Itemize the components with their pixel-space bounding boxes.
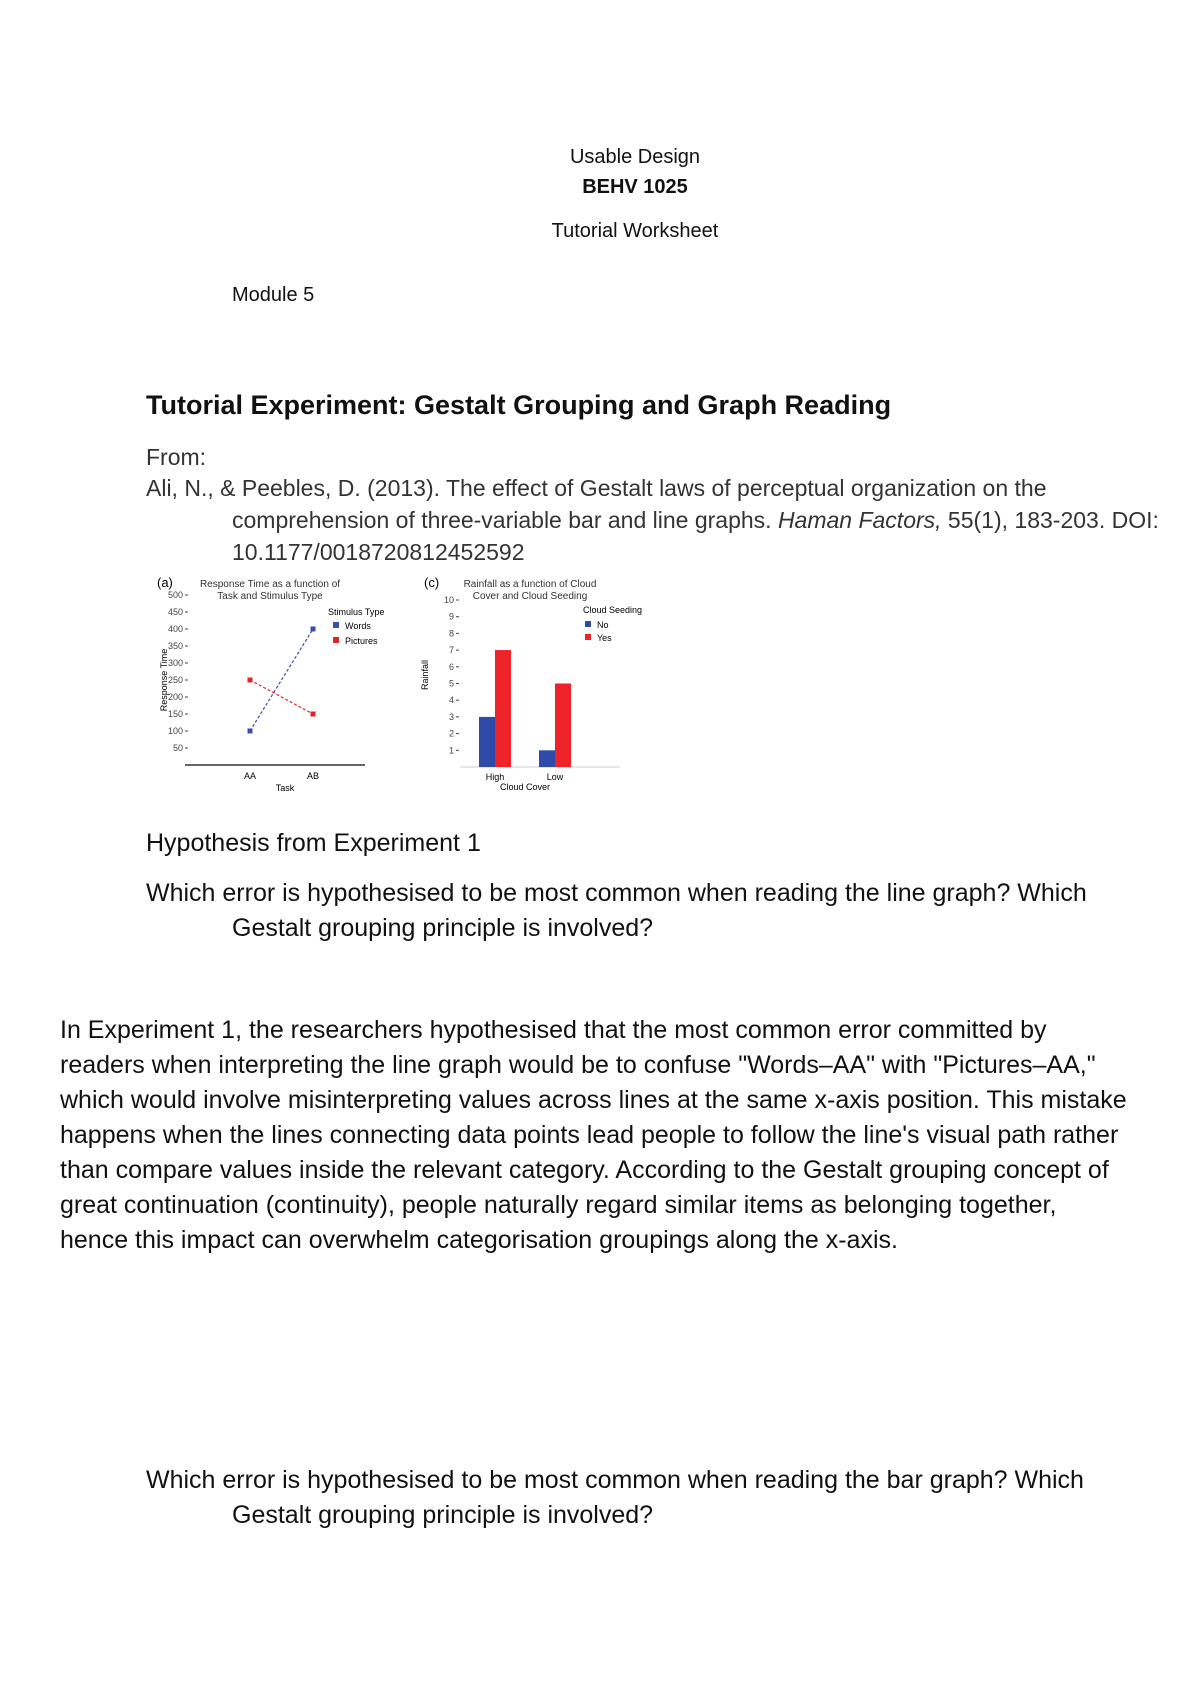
y-tick-label: 9: [448, 611, 454, 622]
panel-label: (a): [157, 575, 173, 590]
legend-label: Words: [345, 621, 371, 631]
data-point: [311, 712, 316, 717]
x-tick-label: AB: [306, 771, 320, 781]
bar-low-no: [539, 750, 555, 767]
bar-high-yes: [495, 650, 511, 767]
course-name: Usable Design: [569, 146, 701, 168]
x-axis-label: Cloud Cover: [499, 782, 551, 792]
course-code: BEHV 1025: [582, 176, 688, 198]
y-tick-label: 200: [167, 692, 183, 702]
doc-type: Tutorial Worksheet: [551, 220, 719, 242]
y-tick-label: 3: [448, 711, 454, 722]
y-tick-label: 350: [167, 641, 183, 651]
y-tick-label: 250: [167, 675, 183, 685]
series-line-pictures: [250, 680, 313, 714]
bar-chart-rainfall: [420, 575, 670, 805]
legend-label: Yes: [597, 633, 612, 643]
x-tick-label: AA: [243, 771, 257, 781]
x-axis-label: Task: [275, 783, 295, 793]
y-tick-label: 2: [448, 728, 454, 739]
y-tick-label: 450: [167, 607, 183, 617]
source-label: From:: [146, 444, 207, 470]
y-tick-label: 50: [172, 743, 183, 753]
y-axis-label: Rainfall: [420, 659, 430, 691]
y-axis-label: Response Time: [159, 648, 169, 712]
bar-low-yes: [555, 684, 571, 768]
section1-question: Which error is hypothesised to be most common when reading the line graph? Which Gestalt grouping principle is involved?: [146, 879, 1087, 942]
bar-high-no: [479, 717, 495, 767]
page-title: Tutorial Experiment: Gestalt Grouping and Graph Reading: [146, 390, 892, 420]
legend-swatch: [333, 622, 339, 628]
section2-question: Which error is hypothesised to be most common when reading the bar graph? Which Gestalt grouping principle is involved?: [146, 1466, 1084, 1529]
section1-answer: In Experiment 1, the researchers hypothesised that the most common error committed by readers when interpreting the line graph would be to confuse "Words–AA" with "Pictures–AA," which would involve misinterpreting values across lines at the same x-axis position. This mistake happens when the lines connecting data points lead people to follow the line's visual path rather than compare values inside the relevant category. According to the Gestalt grouping concept of great continuation (continuity), people naturally regard similar items as belonging together, hence this impact can overwhelm categorisation groupings along the x-axis.: [60, 1016, 1127, 1254]
data-point: [311, 627, 316, 632]
legend-swatch: [585, 621, 591, 627]
module-label: Module 5: [232, 284, 315, 306]
panel-label: (c): [424, 575, 440, 590]
chart-title: Task and Stimulus Type: [217, 591, 323, 602]
y-tick-label: 4: [448, 695, 454, 706]
x-tick-label: Low: [546, 772, 564, 782]
y-tick-label: 5: [448, 678, 454, 689]
citation: [146, 472, 1172, 568]
legend-swatch: [333, 637, 339, 643]
legend-label: Pictures: [345, 636, 378, 646]
chart-title: Rainfall as a function of Cloud: [463, 579, 597, 590]
data-point: [248, 729, 253, 734]
legend-title: Cloud Seeding: [583, 605, 643, 615]
legend-label: No: [597, 620, 609, 630]
citation-doi: 55(1), 183-203. DOI: 10.1177/0018720812452592: [232, 507, 1159, 565]
legend-swatch: [585, 634, 591, 640]
y-tick-label: 400: [167, 624, 183, 634]
y-tick-label: 10: [443, 595, 454, 605]
y-tick-label: 100: [167, 726, 183, 736]
series-line-words: [250, 629, 313, 731]
y-tick-label: 7: [448, 645, 454, 656]
line-chart-response-time: [155, 575, 425, 805]
y-tick-label: 150: [167, 709, 183, 719]
chart-title: Cover and Cloud Seeding: [472, 591, 588, 602]
y-tick-label: 6: [448, 661, 454, 672]
citation-text: Ali, N., & Peebles, D. (2013). The effect of Gestalt laws of perceptual organization on the comprehension of three-variable bar and line graphs.: [146, 475, 1047, 533]
data-point: [248, 678, 253, 683]
x-tick-label: High: [485, 772, 505, 782]
chart-title: Response Time as a function of: [199, 579, 341, 590]
y-tick-label: 300: [167, 658, 183, 668]
section1-heading: Hypothesis from Experiment 1: [146, 829, 481, 857]
y-tick-label: 8: [448, 628, 454, 639]
journal-name: Haman Factors,: [777, 507, 942, 533]
y-tick-label: 500: [167, 590, 183, 600]
legend-title: Stimulus Type: [328, 607, 385, 617]
y-tick-label: 1: [448, 745, 454, 756]
